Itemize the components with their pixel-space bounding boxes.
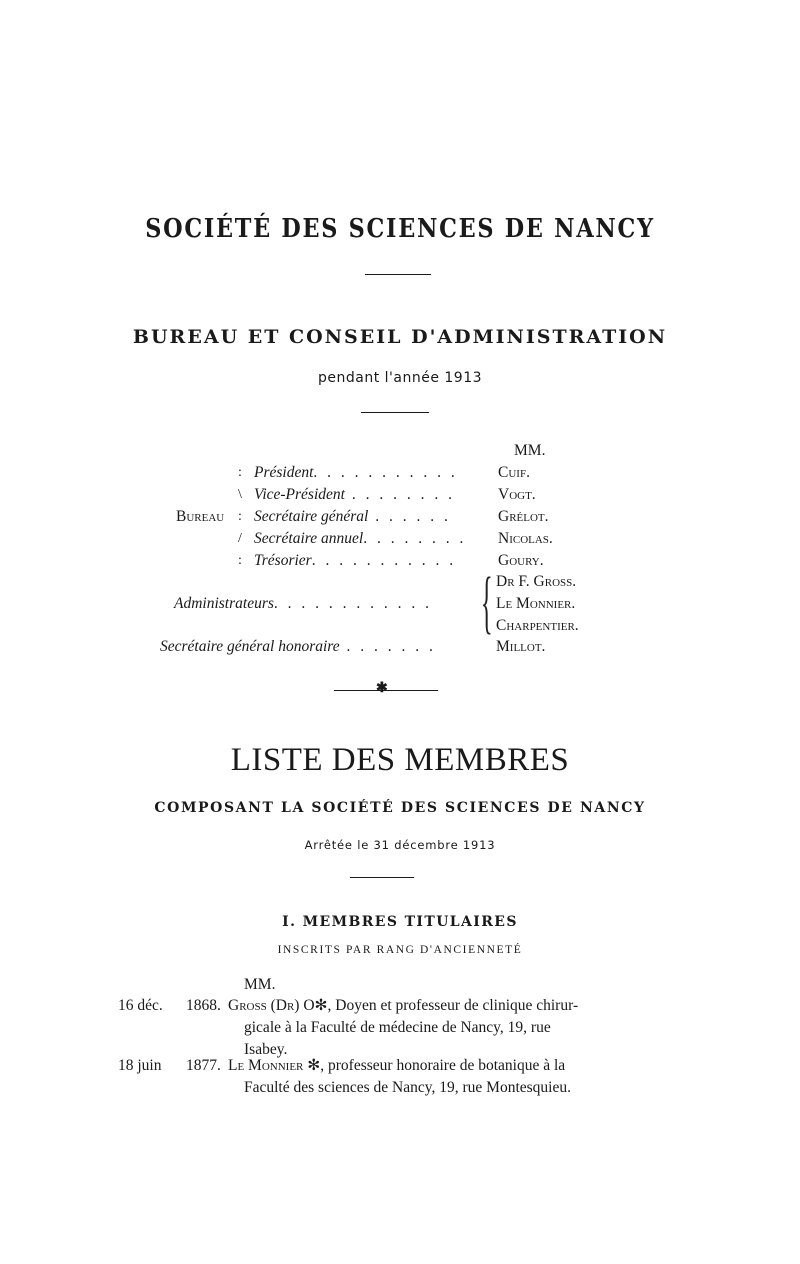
entries-mm: MM. [244, 976, 276, 993]
entry-date: 16 déc. [118, 997, 163, 1014]
board-role: Trésorier [254, 552, 312, 569]
entry-line: Isabey. [244, 1041, 288, 1058]
board-name: Nicolas. [498, 530, 553, 547]
section-subtitle: INSCRITS PAR RANG D'ANCIENNETÉ [277, 944, 523, 956]
board-role: Président [254, 464, 314, 481]
mm-header: MM. [514, 442, 546, 459]
administrators-role: Administrateurs [174, 595, 274, 612]
ornament-star: ✱ [376, 681, 388, 696]
bureau-label: Bureau [176, 508, 225, 525]
entry-date: 18 juin [118, 1057, 162, 1074]
entry-year: 1877. [186, 1057, 221, 1074]
entry-line: gicale à la Faculté de médecine de Nancy, 19, rue [244, 1019, 551, 1036]
board-row: Secrétaire annuel. . . . . . . . [254, 530, 467, 547]
bureau-heading: BUREAU ET CONSEIL D'ADMINISTRATION [132, 326, 668, 348]
administrator-name: Charpentier. [496, 617, 579, 634]
entry-line: Faculté des sciences de Nancy, 19, rue Montesquieu. [244, 1079, 571, 1096]
entry-name: Le Monnier ✻, [228, 1057, 325, 1074]
entry-text: Doyen et professeur de clinique chirur- [331, 997, 579, 1014]
board-name: Grélot. [498, 508, 549, 525]
honorary-name: Millot. [496, 638, 546, 655]
entry-text: professeur honoraire de botanique à la [324, 1057, 566, 1074]
divider [350, 877, 414, 878]
divider [365, 274, 431, 275]
board-name: Vogt. [498, 486, 536, 503]
entry-year: 1868. [186, 997, 221, 1014]
stop-date: Arrêtée le 31 décembre 1913 [304, 838, 496, 852]
entry-line [228, 1055, 565, 1077]
board-role: Vice-Président [254, 486, 345, 503]
honorary-row: Secrétaire général honoraire . . . . . . . [160, 638, 436, 655]
administrator-name: Le Monnier. [496, 595, 576, 612]
administrators-brace: { [480, 564, 493, 641]
divider [361, 412, 429, 413]
bureau-brace: : \ : / : [238, 465, 242, 568]
entry-name: Gross (Dr) O✻, [228, 997, 332, 1014]
honorary-role: Secrétaire général honoraire [160, 638, 340, 655]
society-title: SOCIÉTÉ DES SCIENCES DE NANCY [145, 214, 655, 244]
section-title: I. MEMBRES TITULAIRES [282, 914, 518, 930]
entry-line [228, 995, 578, 1017]
board-row: Secrétaire général . . . . . . [254, 508, 451, 525]
administrator-name: Dr F. Gross. [496, 573, 577, 590]
administrators-row: Administrateurs. . . . . . . . . . . . [174, 595, 433, 612]
board-row: Trésorier. . . . . . . . . . . [254, 552, 457, 569]
members-subtitle: COMPOSANT LA SOCIÉTÉ DES SCIENCES DE NANCY [154, 800, 646, 816]
board-role: Secrétaire annuel [254, 530, 364, 547]
board-name: Cuif. [498, 464, 530, 481]
members-title: LISTE DES MEMBRES [230, 742, 570, 778]
board-role: Secrétaire général [254, 508, 369, 525]
board-row: Vice-Président . . . . . . . . [254, 486, 455, 503]
board-row: Président. . . . . . . . . . . [254, 464, 458, 481]
year-line: pendant l'année 1913 [317, 370, 483, 386]
board-name: Goury. [498, 552, 544, 569]
